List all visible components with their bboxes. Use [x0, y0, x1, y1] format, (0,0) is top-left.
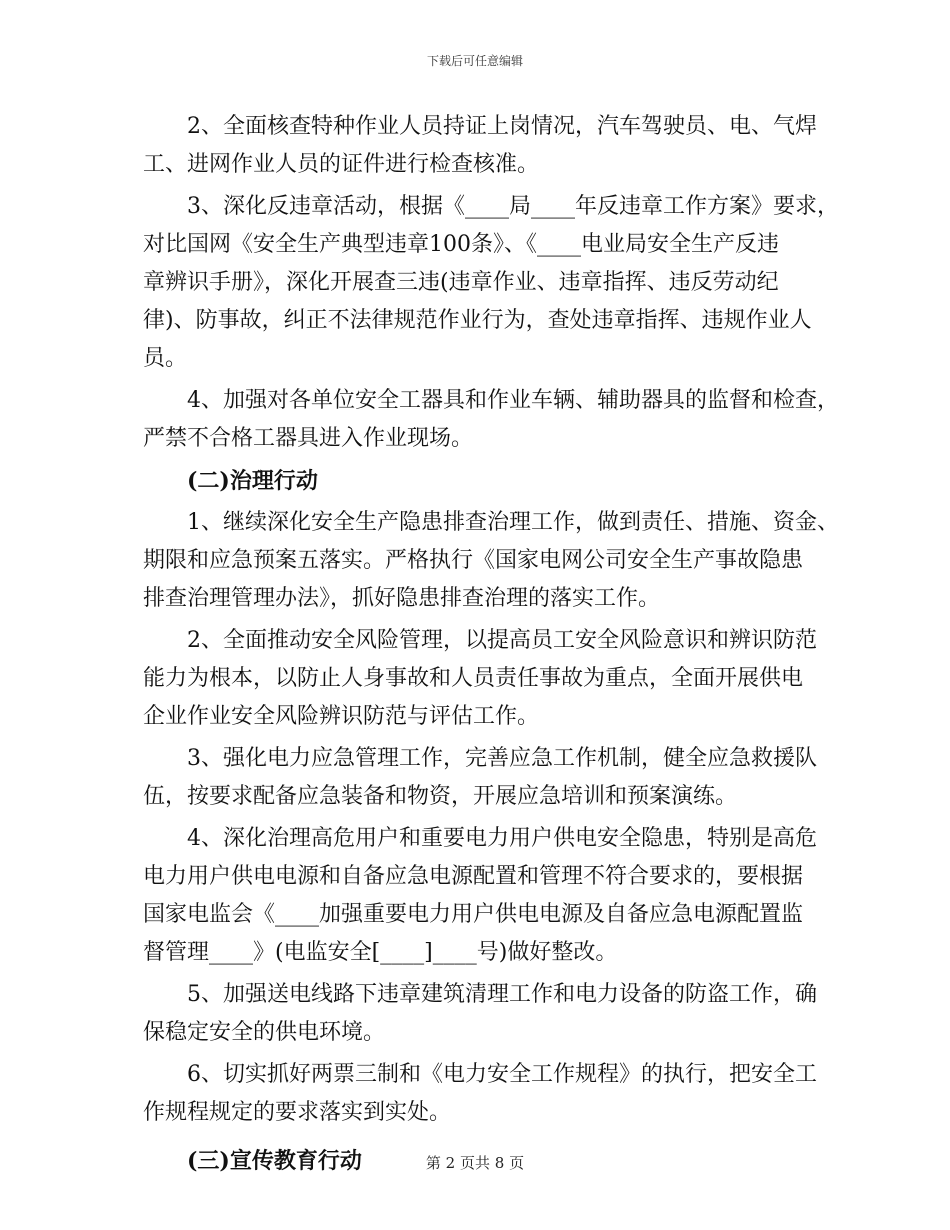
paragraph-line: 章辨识手册》，深化开展查三违(违章作业、违章指挥、违反劳动纪 — [143, 270, 779, 295]
paragraph-line: 国家电监会《____加强重要电力用户供电电源及自备应急电源配置监 — [143, 902, 804, 927]
section-heading: (三)宣传教育行动 — [187, 1148, 362, 1174]
paragraph-line: 5、加强送电线路下违章建筑清理工作和电力设备的防盗工作，确 — [187, 982, 817, 1007]
document-body — [143, 108, 839, 1180]
paragraph-line: 对比国网《安全生产典型违章100条》、《____电业局安全生产反违 — [143, 232, 779, 257]
paragraph-line: 企业作业安全风险辨识防范与评估工作。 — [143, 704, 540, 729]
paragraph-line: 作规程规定的要求落实到实处。 — [143, 1100, 452, 1125]
paragraph-line: 保稳定安全的供电环境。 — [143, 1020, 386, 1045]
paragraph-line: 3、强化电力应急管理工作，完善应急工作机制，健全应急救援队 — [187, 746, 817, 771]
page-header: 下载后可任意编辑 — [426, 54, 523, 68]
section-heading: (二)治理行动 — [187, 468, 318, 494]
paragraph-line: 1、继续深化安全生产隐患排查治理工作，做到责任、措施、资金、 — [187, 510, 839, 535]
paragraph-line: 2、全面推动安全风险管理，以提高员工安全风险意识和辨识防范 — [187, 628, 817, 653]
paragraph-line: 4、深化治理高危用户和重要电力用户供电安全隐患，特别是高危 — [187, 826, 817, 851]
paragraph-line: 4、加强对各单位安全工器具和作业车辆、辅助器具的监督和检查， — [187, 388, 839, 413]
paragraph-line: 工、进网作业人员的证件进行检查核准。 — [143, 152, 540, 177]
paragraph-line: 电力用户供电电源和自备应急电源配置和管理不符合要求的，要根据 — [143, 864, 804, 889]
paragraph-line: 伍，按要求配备应急装备和物资，开展应急培训和预案演练。 — [143, 784, 738, 809]
paragraph-line: 严禁不合格工器具进入作业现场。 — [143, 426, 474, 451]
paragraph-line: 员。 — [143, 346, 188, 371]
paragraph-line: 能力为根本，以防止人身事故和人员责任事故为重点，全面开展供电 — [143, 666, 804, 691]
paragraph-line: 期限和应急预案五落实。严格执行《国家电网公司安全生产事故隐患 — [143, 548, 804, 573]
paragraph-line: 律)、防事故，纠正不法律规范作业行为，查处违章指挥、违规作业人 — [143, 308, 812, 333]
paragraph-line: 3、深化反违章活动，根据《____局____年反违章工作方案》要求， — [187, 194, 839, 219]
paragraph-line: 6、切实抓好两票三制和《电力安全工作规程》的执行，把安全工 — [187, 1062, 817, 1087]
paragraph-line: 督管理____》(电监安全[____]____号)做好整改。 — [143, 940, 618, 965]
page-footer: 第 2 页共 8 页 — [425, 1154, 525, 1172]
paragraph-line: 排查治理管理办法》，抓好隐患排查治理的落实工作。 — [143, 586, 661, 611]
paragraph-line: 2、全面核查特种作业人员持证上岗情况，汽车驾驶员、电、气焊 — [187, 114, 817, 139]
